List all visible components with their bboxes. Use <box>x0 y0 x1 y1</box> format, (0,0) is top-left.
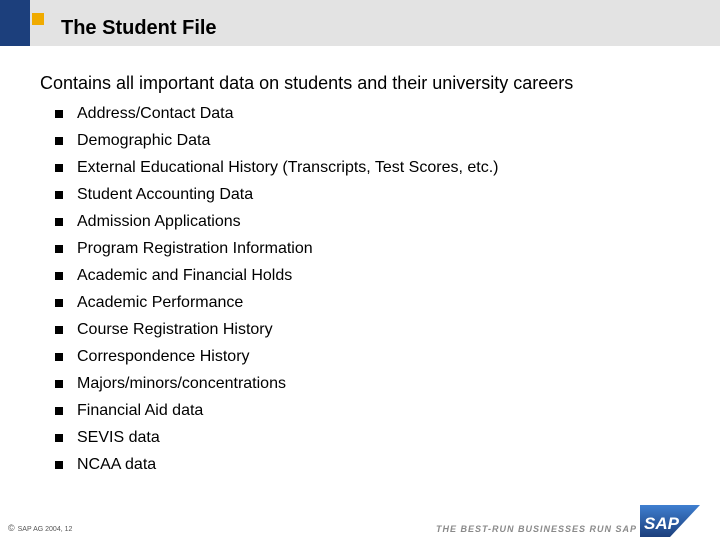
header-accent-blue <box>0 0 30 46</box>
header-accent-orange <box>32 13 44 25</box>
intro-text: Contains all important data on students and their university careers <box>40 73 574 93</box>
bullet-icon <box>55 245 63 253</box>
copyright-icon: © <box>8 523 15 533</box>
bullet-list <box>55 100 498 478</box>
list-item-label: Correspondence History <box>77 347 250 365</box>
bullet-icon <box>55 110 63 118</box>
list-item-label: Program Registration Information <box>77 239 313 257</box>
list-item-label: Student Accounting Data <box>77 185 254 203</box>
bullet-icon <box>55 407 63 415</box>
list-item-label: Course Registration History <box>77 320 273 338</box>
copyright-text: SAP AG 2004, 12 <box>17 526 73 533</box>
list-item <box>55 181 498 208</box>
list-item-label: Admission Applications <box>77 212 241 230</box>
bullet-icon <box>55 461 63 469</box>
list-item <box>55 235 498 262</box>
list-item <box>55 343 498 370</box>
footer-tagline: THE BEST-RUN BUSINESSES RUN SAP <box>436 524 638 534</box>
list-item <box>55 154 498 181</box>
list-item-label: Academic Performance <box>77 293 244 311</box>
bullet-icon <box>55 380 63 388</box>
list-item <box>55 208 498 235</box>
bullet-icon <box>55 164 63 172</box>
bullet-icon <box>55 434 63 442</box>
list-item-label: External Educational History (Transcripts, Test Scores, etc.) <box>77 158 499 176</box>
list-item-label: SEVIS data <box>77 428 160 446</box>
bullet-icon <box>55 191 63 199</box>
list-item <box>55 451 498 478</box>
bullet-icon <box>55 218 63 226</box>
list-item-label: Majors/minors/concentrations <box>77 374 286 392</box>
bullet-icon <box>55 326 63 334</box>
list-item <box>55 262 498 289</box>
list-item-label: NCAA data <box>77 455 157 473</box>
list-item-label: Demographic Data <box>77 131 211 149</box>
list-item <box>55 100 498 127</box>
bullet-icon <box>55 137 63 145</box>
bullet-icon <box>55 299 63 307</box>
bullet-icon <box>55 272 63 280</box>
list-item <box>55 127 498 154</box>
slide-title: The Student File <box>61 17 217 39</box>
footer-copyright <box>8 523 72 533</box>
list-item <box>55 397 498 424</box>
list-item-label: Address/Contact Data <box>77 104 234 122</box>
sap-logo-icon <box>640 505 700 537</box>
list-item-label: Academic and Financial Holds <box>77 266 293 284</box>
list-item <box>55 316 498 343</box>
sap-logo-text: SAP <box>644 514 679 533</box>
list-item <box>55 370 498 397</box>
list-item <box>55 289 498 316</box>
list-item-label: Financial Aid data <box>77 401 204 419</box>
list-item <box>55 424 498 451</box>
bullet-icon <box>55 353 63 361</box>
